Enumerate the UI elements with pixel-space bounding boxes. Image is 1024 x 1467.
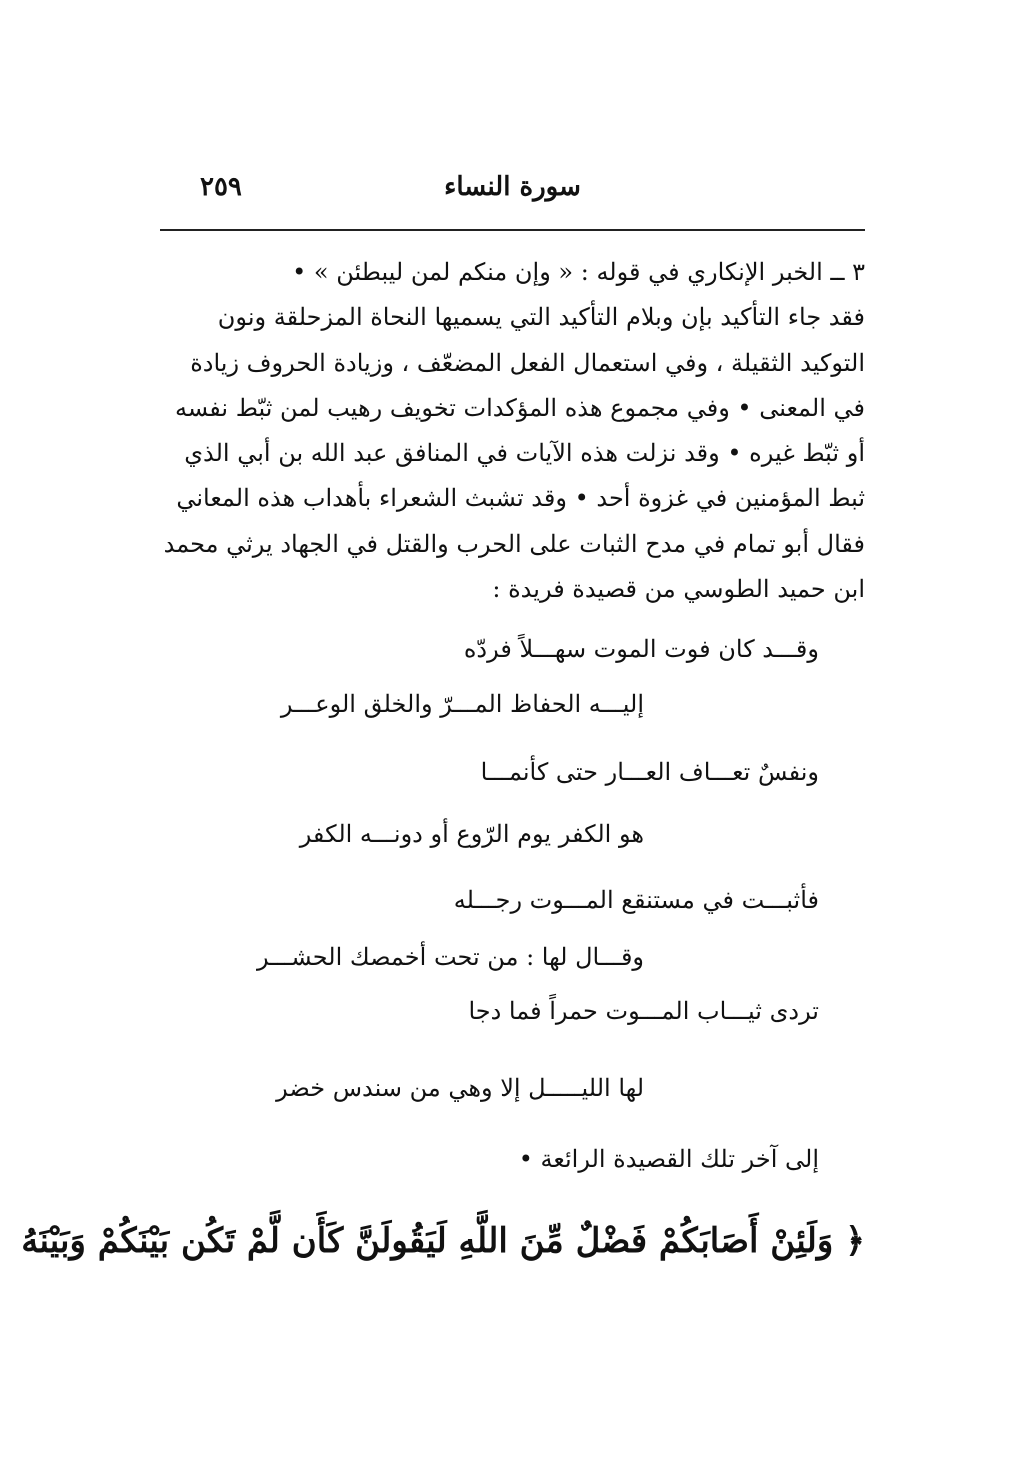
header-divider — [160, 229, 865, 231]
poem-verse: تردى ثيـــاب المـــوت حمراً فما دجا — [468, 997, 819, 1025]
poem-verse: لها الليـــــل إلا وهي من سندس خضر — [276, 1074, 644, 1102]
paragraph-line: ثبط المؤمنين في غزوة أحد • وقد تشبث الشعراء بأهداب هذه المعاني — [176, 484, 865, 513]
paragraph-line: فقد جاء التأكيد بإن وبلام التأكيد التي يسميها النحاة المزحلقة ونون — [217, 303, 865, 332]
poem-verse: فأثبـــت في مستنقع المـــوت رجـــله — [453, 886, 819, 914]
page-number: ٢٥٩ — [200, 172, 242, 202]
poem-verse: هو الكفر يوم الرّوع أو دونـــه الكفر — [299, 820, 644, 848]
paragraph-line: فقال أبو تمام في مدح الثبات على الحرب والقتل في الجهاد يرثي محمد — [163, 529, 865, 558]
commentary-paragraph — [160, 250, 865, 612]
paragraph-line: التوكيد الثقيلة ، وفي استعمال الفعل المضعّف ، وزيادة الحروف زيادة — [190, 348, 865, 377]
poem-verse: إليـــه الحفاظ المـــرّ والخلق الوعـــر — [280, 690, 644, 718]
closing-line: إلى آخر تلك القصيدة الرائعة • — [518, 1145, 819, 1173]
paragraph-line: أو ثبّط غيره • وقد نزلت هذه الآيات في المنافق عبد الله بن أبي الذي — [184, 439, 865, 468]
paragraph-line: في المعنى • وفي مجموع هذه المؤكدات تخويف رهيب لمن ثبّط نفسه — [174, 393, 865, 422]
page-header — [160, 172, 865, 212]
surah-title: سورة النساء — [444, 172, 581, 202]
poem-verse: ونفسٌ تعـــاف العـــار حتى كأنمـــا — [480, 758, 819, 786]
poem-verse: وقـــال لها : من تحت أخمصك الحشـــر — [257, 943, 644, 971]
quran-verse: ﴿ وَلَئِنْ أَصَابَكُمْ فَضْلٌ مِّنَ اللَّهِ لَيَقُولَنَّ كَأَن لَّمْ تَكُن بَيْنَكُمْ وَبَيْنَهُ — [21, 1221, 865, 1261]
paragraph-line: ٣ ــ الخبر الإنكاري في قوله : « وإن منكم لمن ليبطئن » • — [292, 258, 865, 286]
poem-verse: وقـــد كان فوت الموت سهـــلاً فردّه — [463, 635, 819, 663]
paragraph-line: ابن حميد الطوسي من قصيدة فريدة : — [492, 575, 865, 604]
